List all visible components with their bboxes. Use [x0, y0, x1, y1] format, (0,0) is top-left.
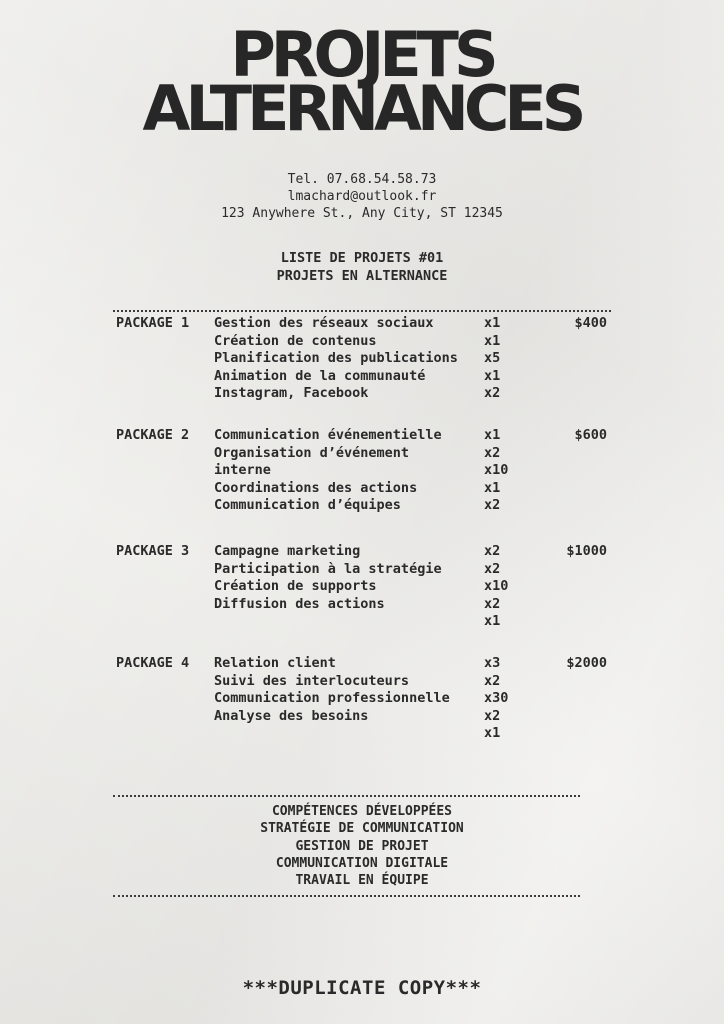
contact-address: 123 Anywhere St., Any City, ST 12345 — [221, 206, 503, 221]
package-qty: x1 — [484, 725, 501, 741]
package-qty: x2 — [484, 672, 501, 689]
contact-email: lmachard@outlook.fr — [287, 189, 437, 204]
package-1 — [0, 315, 724, 405]
package-item: Création de supports — [214, 578, 377, 594]
package-item: Coordinations des actions — [214, 479, 418, 496]
package-qty: x1 — [484, 332, 501, 349]
duplicate-copy-footer: ***DUPLICATE COPY*** — [242, 977, 482, 999]
package-label: PACKAGE 4 — [116, 655, 190, 671]
package-qty: x30 — [484, 690, 509, 706]
package-item: Suivi des interlocuteurs — [214, 672, 410, 689]
package-2 — [0, 427, 724, 517]
package-qty: x5 — [484, 350, 501, 366]
package-item: Instagram, Facebook — [214, 385, 369, 401]
divider-skills-top — [113, 795, 580, 797]
package-item: Communication professionnelle — [214, 690, 450, 706]
package-item: Analyse des besoins — [214, 707, 369, 724]
skills-block — [0, 803, 724, 889]
package-qty: x3 — [484, 655, 501, 671]
package-label: PACKAGE 2 — [116, 427, 190, 443]
skill-item: GESTION DE PROJET — [295, 838, 429, 854]
package-item: Diffusion des actions — [214, 595, 385, 612]
package-qty: x2 — [484, 560, 501, 577]
title-line-2: ALTERNANCES — [142, 72, 582, 145]
package-qty: x1 — [484, 367, 501, 384]
package-item: interne — [214, 462, 271, 478]
divider-skills-bottom — [113, 895, 580, 897]
list-heading-line-1: LISTE DE PROJETS #01 — [280, 250, 444, 266]
package-item: Communication événementielle — [214, 427, 442, 443]
package-item: Campagne marketing — [214, 543, 361, 559]
divider-top — [113, 310, 611, 312]
package-price: $400 — [574, 315, 607, 331]
skill-item: TRAVAIL EN ÉQUIPE — [295, 873, 429, 889]
package-price: $600 — [574, 427, 607, 443]
package-qty: x1 — [484, 479, 501, 496]
package-4 — [0, 655, 724, 745]
package-item: Animation de la communauté — [214, 367, 426, 384]
package-qty: x2 — [484, 497, 501, 513]
package-qty: x2 — [484, 543, 501, 559]
package-qty: x2 — [484, 444, 501, 461]
package-qty: x2 — [484, 595, 501, 612]
contact-block — [0, 171, 724, 222]
package-item: Organisation d’événement — [214, 444, 410, 461]
package-item: Gestion des réseaux sociaux — [214, 315, 434, 331]
package-item: Participation à la stratégie — [214, 560, 442, 577]
skill-item: COMMUNICATION DIGITALE — [275, 855, 449, 871]
skills-heading: COMPÉTENCES DÉVELOPPÉES — [271, 804, 452, 819]
package-qty: x10 — [484, 578, 509, 594]
package-qty: x1 — [484, 315, 501, 331]
package-item: Création de contenus — [214, 332, 377, 349]
package-price: $2000 — [566, 655, 607, 671]
contact-tel: Tel. 07.68.54.58.73 — [287, 172, 437, 187]
package-qty: x10 — [484, 462, 509, 478]
package-3 — [0, 543, 724, 633]
package-qty: x2 — [484, 707, 501, 724]
list-heading — [0, 249, 724, 285]
package-label: PACKAGE 3 — [116, 543, 190, 559]
package-qty: x1 — [484, 427, 501, 443]
package-qty: x1 — [484, 613, 501, 629]
package-item: Planification des publications — [214, 350, 458, 366]
title-line-1: PROJETS — [230, 18, 494, 91]
package-item: Relation client — [214, 655, 336, 671]
package-qty: x2 — [484, 385, 501, 401]
skill-item: STRATÉGIE DE COMMUNICATION — [260, 821, 464, 837]
package-price: $1000 — [566, 543, 607, 559]
package-label: PACKAGE 1 — [116, 315, 190, 331]
list-heading-line-2: PROJETS EN ALTERNANCE — [276, 268, 448, 284]
package-item: Communication d’équipes — [214, 497, 401, 513]
